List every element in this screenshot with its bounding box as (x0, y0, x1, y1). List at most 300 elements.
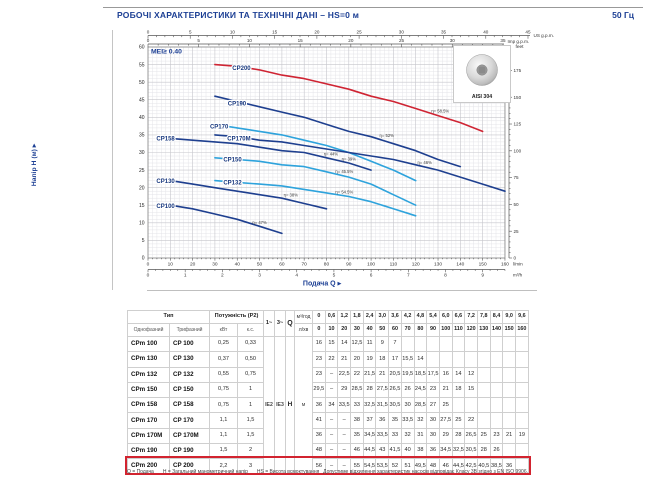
cell-head-value: 11 (363, 337, 376, 352)
cell-hp: 1,5 (238, 413, 264, 428)
cell-hp: 3 (238, 459, 264, 474)
cell-head-value (427, 352, 440, 367)
cell-head-value (477, 337, 490, 352)
cell-head-value: 26,5 (465, 428, 478, 443)
table-row-cp132 (128, 367, 529, 382)
cell-head-value: – (325, 459, 338, 474)
footnote-h: H = Загальний манометричний напір (162, 469, 248, 475)
cell-head-value: 23 (313, 352, 326, 367)
header-q-lmin-value: 120 (465, 324, 478, 337)
cell-head-value (503, 337, 516, 352)
cell-kw: 1,1 (210, 413, 238, 428)
header-q-m3h-value: 6,0 (439, 311, 452, 324)
cell-head-value: 21 (376, 367, 389, 382)
cell-head-value (503, 352, 516, 367)
axis-tick-label: 60 (279, 262, 285, 268)
cell-head-value: 53,5 (376, 459, 389, 474)
axis-tick-label: 15 (272, 29, 278, 35)
cell-head-value: 30,5 (465, 444, 478, 459)
cell-head-value: 23 (427, 382, 440, 397)
cell-hp: 0,50 (238, 352, 264, 367)
header-q-lmin-value: 140 (490, 324, 503, 337)
cell-head-value: 22 (465, 413, 478, 428)
impeller-inset (454, 46, 511, 103)
table-row-cp170m (128, 428, 529, 443)
cell-kw: 1,1 (210, 428, 238, 443)
cell-head-value (503, 367, 516, 382)
axis-tick-label: 70 (301, 262, 307, 268)
axis-tick-label: 25 (513, 228, 519, 234)
axis-tick-label: 30 (449, 38, 455, 43)
axis-tick-label: 60 (138, 44, 145, 51)
cell-head-value (477, 413, 490, 428)
cell-single-phase-model: CPm 100 (128, 337, 170, 352)
cell-head-value: 35 (389, 413, 402, 428)
cell-head-value: 46 (439, 459, 452, 474)
cell-head-value (503, 444, 516, 459)
cell-head-value: 19 (363, 352, 376, 367)
axis-tick-label: 15 (297, 38, 303, 43)
cell-head-value: – (325, 367, 338, 382)
cell-head-value: 9 (376, 337, 389, 352)
header-q-lmin-value: 70 (401, 324, 414, 337)
header-kw: кВт (210, 324, 238, 337)
cell-single-phase-model: CPm 190 (128, 444, 170, 459)
frequency-label: 50 Гц (612, 10, 634, 20)
cell-head-value (516, 444, 529, 459)
axis-tick-label: 40 (483, 29, 489, 35)
axis-tick-label: 40 (234, 262, 240, 268)
cell-single-phase-model: CPm 200 (128, 459, 170, 474)
axis-tick-label: 10 (167, 262, 173, 268)
cell-head-value: 40 (401, 444, 414, 459)
impeller-hub-notch (479, 67, 486, 74)
axis-tick-label: 0 (146, 38, 150, 43)
cell-head-value: 21 (439, 382, 452, 397)
cell-head-value: – (338, 413, 351, 428)
table-row-cp150 (128, 382, 529, 397)
axis-tick-label: 160 (500, 262, 509, 268)
cell-three-phase-model: CP 130 (170, 352, 210, 367)
cell-head-value: 49,5 (414, 459, 427, 474)
curve-label-CP200: CP200 (232, 66, 251, 73)
header-q-m3h-value: 2,4 (363, 311, 376, 324)
table-row-cp170 (128, 413, 529, 428)
axis-tick-label: 100 (513, 148, 522, 154)
header-three-phase-symbol: 3~ (275, 311, 286, 337)
cell-head-value: 35 (351, 428, 364, 443)
axis-tick-label: 150 (513, 94, 522, 100)
cell-head-value: 30 (427, 428, 440, 443)
cell-hp: 2 (238, 444, 264, 459)
cell-head-value (490, 337, 503, 352)
cell-head-value: 16 (313, 337, 326, 352)
efficiency-label-CP200: η= 58.5% (431, 108, 450, 114)
cell-head-value: – (325, 413, 338, 428)
axis-tick-label: 20 (348, 38, 354, 43)
cell-head-value (490, 367, 503, 382)
cell-head-value: 23 (313, 367, 326, 382)
lmin-unit: l/min (513, 261, 523, 267)
curve-CP158 (170, 138, 371, 170)
curve-label-CP190: CP190 (227, 101, 247, 108)
table-row-cp130 (128, 352, 529, 367)
cell-head-value: 32 (401, 428, 414, 443)
cell-head-value: 14 (452, 367, 465, 382)
cell-head-value: – (338, 428, 351, 443)
cell-head-value (516, 337, 529, 352)
axis-tick-label: 3 (258, 273, 261, 279)
axis-tick-label: 5 (197, 38, 200, 43)
axis-tick-label: 40 (138, 115, 145, 122)
cell-three-phase-model: CP 170M (170, 428, 210, 443)
header-q-m3h-value: 3,6 (389, 311, 402, 324)
cell-head-value: 48 (427, 459, 440, 474)
cell-head-value (503, 398, 516, 413)
header-q-lmin-value: 60 (389, 324, 402, 337)
cell-head-value: 34,5 (363, 428, 376, 443)
cell-head-value: 15 (325, 337, 338, 352)
axis-tick-label: 35 (440, 29, 447, 35)
cell-three-phase-model: CP 170 (170, 413, 210, 428)
header-q-m3h-value: 0 (313, 311, 326, 324)
cell-head-value: 33 (389, 428, 402, 443)
axis-tick-label: 5 (332, 273, 336, 279)
cell-single-phase-model: CPm 150 (128, 382, 170, 397)
cell-head-value: 22 (351, 367, 364, 382)
cell-head-value: 30 (427, 413, 440, 428)
axis-tick-label: 0 (146, 29, 150, 35)
footnote-legend (127, 469, 328, 475)
cell-head-value: 38,5 (490, 459, 503, 474)
header-q-m3h-value: 7,2 (465, 311, 478, 324)
axis-tick-label: 10 (246, 38, 252, 43)
cell-head-value (477, 367, 490, 382)
cell-head-value: 19 (516, 428, 529, 443)
cell-head-value: 51 (401, 459, 414, 474)
cell-head-value: – (325, 428, 338, 443)
mei-label: MEI≥ 0.40 (151, 48, 182, 56)
cell-three-phase-model: CP 100 (170, 337, 210, 352)
cell-head-value: 32 (414, 413, 427, 428)
cell-head-value: 26,5 (389, 382, 402, 397)
header-q-lmin-value: 50 (376, 324, 389, 337)
header-q-m3h-value: 1,2 (338, 311, 351, 324)
header-q: Q (286, 311, 295, 337)
table-row-cp190 (128, 444, 529, 459)
header-q-lmin-value: 150 (503, 324, 516, 337)
cell-head-value: 29,5 (313, 382, 326, 397)
header-q-lmin-value: 20 (338, 324, 351, 337)
header-q-m3h-value: 4,8 (414, 311, 427, 324)
cell-hp: 1 (238, 398, 264, 413)
header-q-lmin-value: 0 (313, 324, 326, 337)
axis-tick-label: 25 (138, 167, 145, 174)
cell-single-phase-model: CPm 170 (128, 413, 170, 428)
cell-head-value: 36 (427, 444, 440, 459)
cell-head-value: – (325, 444, 338, 459)
curve-label-CP158: CP158 (156, 136, 175, 143)
cell-head-value: – (338, 459, 351, 474)
cell-head-value: 28,5 (351, 382, 364, 397)
cell-head-value: – (325, 382, 338, 397)
axis-tick-label: 25 (356, 29, 362, 35)
cell-head-value: 55 (351, 459, 364, 474)
cell-kw: 0,25 (210, 337, 238, 352)
cell-head-value: 30 (401, 398, 414, 413)
cell-head-value: 25 (439, 398, 452, 413)
axis-tick-label: 90 (346, 262, 352, 268)
inset-label: AISI 304 (471, 94, 493, 100)
header-q-unit-lmin: л/хв (295, 324, 313, 337)
cell-head-value: 36 (503, 459, 516, 474)
cell-h-label: H (286, 337, 295, 475)
cell-head-value: 34 (325, 398, 338, 413)
cell-three-phase-model: CP 200 (170, 459, 210, 474)
efficiency-label-CP158: η= 44% (323, 151, 339, 157)
header-q-lmin-value: 30 (351, 324, 364, 337)
cell-head-value (465, 352, 478, 367)
axis-tick-label: 50 (138, 79, 145, 86)
efficiency-label-CP150: η= 45.5% (335, 169, 354, 175)
header-q-lmin-value: 80 (414, 324, 427, 337)
header-type: Тип (128, 311, 210, 324)
efficiency-label-CP132: η= 54.5% (335, 189, 354, 195)
axis-tick-label: 45 (525, 29, 531, 35)
cell-hp: 0,33 (238, 337, 264, 352)
cell-head-value: 43 (376, 444, 389, 459)
axis-tick-label: 30 (398, 29, 404, 35)
cell-head-value: 38 (414, 444, 427, 459)
cell-head-value: 40,5 (477, 459, 490, 474)
table-body (128, 337, 529, 475)
cell-head-value: 28 (452, 428, 465, 443)
header-hp: к.с. (238, 324, 264, 337)
cell-head-value: 41,5 (389, 444, 402, 459)
cell-head-value: 46 (351, 444, 364, 459)
cell-head-value: 27 (427, 398, 440, 413)
imp-gpm-unit: Imp g.p.m. (507, 39, 530, 44)
cell-head-value (490, 398, 503, 413)
cell-head-value: 44,5 (452, 459, 465, 474)
axis-tick-label: 130 (434, 262, 443, 268)
axis-tick-label: 50 (513, 202, 519, 208)
cell-head-value: 27,5 (439, 413, 452, 428)
cell-head-value: 36 (376, 413, 389, 428)
cell-head-value (490, 413, 503, 428)
cell-head-value (516, 398, 529, 413)
cell-head-value: 36 (313, 428, 326, 443)
header-q-m3h-value: 9,0 (503, 311, 516, 324)
cell-head-value: 48 (313, 444, 326, 459)
header-q-lmin-value: 110 (452, 324, 465, 337)
cell-head-value: 33,5 (338, 398, 351, 413)
cell-head-value (477, 382, 490, 397)
cell-head-value: 56 (313, 459, 326, 474)
cell-head-value: 33,5 (376, 428, 389, 443)
cell-head-value: 16 (439, 367, 452, 382)
cell-head-value: 18,5 (414, 367, 427, 382)
cell-head-value: – (338, 444, 351, 459)
header-q-unit-m3h: м³/год (295, 311, 313, 324)
header-q-lmin-value: 10 (325, 324, 338, 337)
cell-head-value: 17 (389, 352, 402, 367)
cell-head-value (477, 398, 490, 413)
axis-tick-label: 5 (188, 29, 192, 35)
cell-kw: 2,2 (210, 459, 238, 474)
cell-head-value (439, 352, 452, 367)
header-q-m3h-value: 4,2 (401, 311, 414, 324)
cell-head-value: 25 (452, 413, 465, 428)
cell-hp: 1 (238, 382, 264, 397)
cell-three-phase-model: CP 132 (170, 367, 210, 382)
header-single-phase-symbol: 1~ (264, 311, 275, 337)
axis-tick-label: 9 (481, 273, 484, 279)
cell-hp: 0,75 (238, 367, 264, 382)
cell-head-value: 32,5 (363, 398, 376, 413)
axis-tick-label: 7 (406, 273, 410, 279)
axis-tick-label: 110 (389, 262, 398, 268)
cell-head-value: 28 (363, 382, 376, 397)
cell-head-value: 30,5 (389, 398, 402, 413)
cell-head-value: 21,5 (363, 367, 376, 382)
cell-three-phase-model: CP 158 (170, 398, 210, 413)
table-header (128, 311, 529, 337)
cell-head-value (414, 337, 427, 352)
cell-head-value: 19,5 (401, 367, 414, 382)
cell-head-value: 33,5 (401, 413, 414, 428)
axis-tick-label: 35 (500, 38, 506, 43)
cell-head-value: 22,5 (338, 367, 351, 382)
efficiency-label-CP100: η= 47% (252, 219, 267, 225)
cell-head-value: 29 (338, 382, 351, 397)
header-q-m3h-value: 1,8 (351, 311, 364, 324)
cell-head-value: 54,5 (363, 459, 376, 474)
cell-head-value: 52 (389, 459, 402, 474)
cell-head-value: 20,5 (389, 367, 402, 382)
axis-tick-label: 8 (444, 273, 447, 279)
axis-tick-label: 0 (513, 255, 517, 261)
cell-head-value: 23 (490, 428, 503, 443)
header-q-lmin-value: 160 (516, 324, 529, 337)
cell-head-value: 44,5 (363, 444, 376, 459)
cell-head-value: 26 (401, 382, 414, 397)
cell-head-value: 24,5 (414, 382, 427, 397)
cell-head-value: 14 (414, 352, 427, 367)
cell-head-value: 31,5 (376, 398, 389, 413)
cell-head-value: 26 (490, 444, 503, 459)
cell-head-value: 18 (376, 352, 389, 367)
cell-head-value: 21 (338, 352, 351, 367)
cell-head-value: 37 (363, 413, 376, 428)
cell-head-value: 42,5 (465, 459, 478, 474)
cell-head-value (401, 337, 414, 352)
cell-hp: 1,5 (238, 428, 264, 443)
cell-head-value: 33 (351, 398, 364, 413)
curve-label-CP100: CP100 (156, 203, 175, 210)
cell-head-value: 27,5 (376, 382, 389, 397)
axis-tick-label: 80 (323, 262, 330, 268)
cell-ie3-badge: IE3 (275, 337, 286, 475)
cell-kw: 0,75 (210, 398, 238, 413)
cell-head-value (490, 352, 503, 367)
x-axis-title: Подача Q ▸ (302, 280, 342, 288)
axis-tick-label: 20 (138, 185, 145, 192)
axis-tick-label: 0 (141, 255, 145, 262)
technical-data-table (127, 310, 529, 475)
cell-head-value: 20 (351, 352, 364, 367)
axis-tick-label: 175 (513, 68, 522, 74)
cell-head-value: 15,5 (401, 352, 414, 367)
cell-head-value (516, 367, 529, 382)
cell-single-phase-model: CPm 170M (128, 428, 170, 443)
header-power: Потужність (P2) (210, 311, 264, 324)
cell-head-value (516, 382, 529, 397)
cell-head-value: 38 (351, 413, 364, 428)
cell-head-value: 34,5 (439, 444, 452, 459)
us-gpm-unit: US g.p.m. (533, 33, 554, 38)
axis-tick-label: 10 (138, 220, 145, 227)
technical-data-table-wrap (127, 310, 528, 475)
cell-head-value (452, 398, 465, 413)
cell-single-phase-model: CPm 158 (128, 398, 170, 413)
axis-tick-label: 10 (229, 29, 236, 35)
header-single-phase: Однофазний (128, 324, 170, 337)
cell-head-value (465, 398, 478, 413)
cell-head-value (439, 337, 452, 352)
cell-kw: 0,37 (210, 352, 238, 367)
axis-tick-label: 50 (256, 262, 263, 268)
cell-three-phase-model: CP 150 (170, 382, 210, 397)
cell-head-value: 36 (313, 398, 326, 413)
cell-head-value: 14 (338, 337, 351, 352)
efficiency-label-CP170M: η= 46% (417, 159, 432, 165)
efficiency-label-CP130: η= 38% (283, 192, 298, 198)
cell-head-value: 32,5 (452, 444, 465, 459)
header-q-lmin-value: 40 (363, 324, 376, 337)
axis-tick-label: 25 (398, 38, 405, 43)
cell-head-value (503, 413, 516, 428)
axis-tick-label: 0 (146, 273, 150, 279)
axis-tick-label: 20 (189, 262, 196, 268)
header-q-lmin-value: 90 (427, 324, 440, 337)
curve-label-CP130: CP130 (156, 179, 175, 186)
cell-head-value: 7 (389, 337, 402, 352)
axis-tick-label: 30 (212, 262, 218, 268)
cell-kw: 1,5 (210, 444, 238, 459)
table-row-cp158 (128, 398, 529, 413)
cell-head-value: 21 (503, 428, 516, 443)
page-title: РОБОЧІ ХАРАКТЕРИСТИКИ ТА ТЕХНІЧНІ ДАНІ – HS=0 м (117, 10, 360, 20)
axis-tick-label: 4 (295, 273, 299, 279)
cell-kw: 0,75 (210, 382, 238, 397)
cell-head-value: 15 (465, 382, 478, 397)
cell-head-value: 41 (313, 413, 326, 428)
cell-head-value (452, 337, 465, 352)
header-q-m3h-value: 9,6 (516, 311, 529, 324)
footnote-hs: HS = Висота всмоктування (256, 469, 320, 475)
cell-head-value: 17,5 (427, 367, 440, 382)
efficiency-label-CP170: η= 39% (341, 156, 356, 162)
cell-head-value: 25 (477, 428, 490, 443)
cell-head-value (427, 337, 440, 352)
y-axis-title: Напір H (м) ▸ (31, 143, 38, 187)
table-row-cp100 (128, 337, 529, 352)
axis-tick-label: 5 (141, 238, 145, 245)
header-three-phase: Трифазний (170, 324, 210, 337)
curve-label-CP170: CP170 (209, 124, 229, 131)
axis-tick-label: 150 (478, 262, 487, 268)
